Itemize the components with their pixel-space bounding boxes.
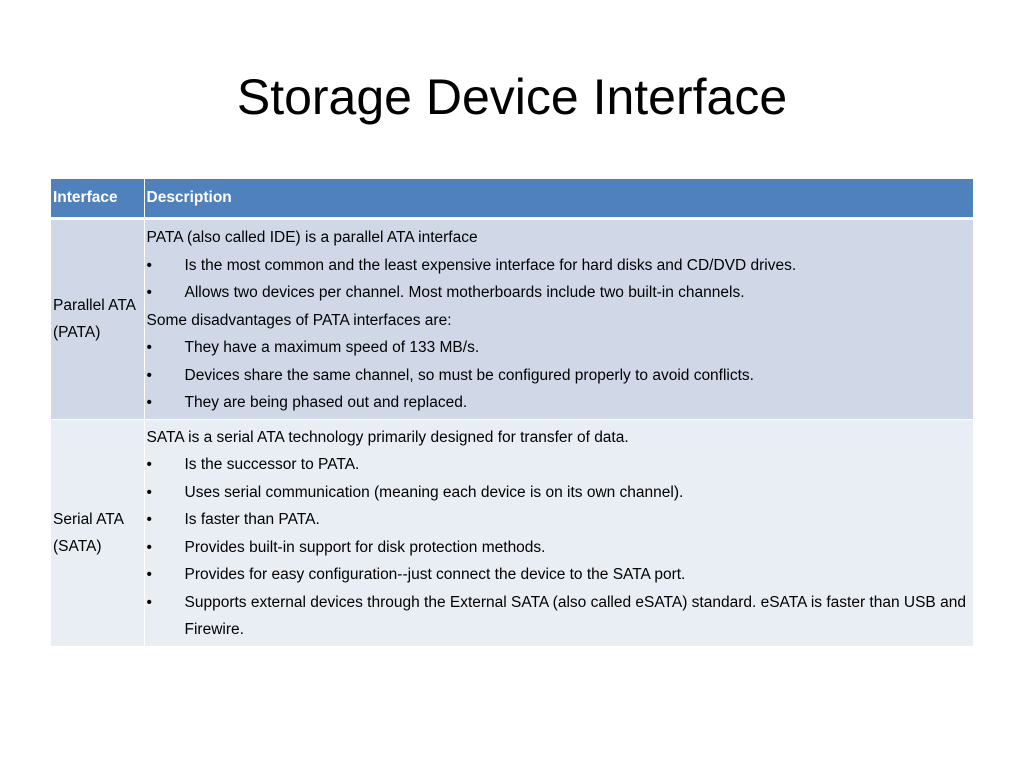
- bullet-text: Is the successor to PATA.: [184, 456, 360, 473]
- bullet-icon: •: [146, 483, 152, 501]
- header-description: Description: [144, 179, 973, 219]
- bullet-text: Uses serial communication (meaning each device is on its own channel).: [184, 483, 684, 501]
- bullet-item: [147, 506, 970, 534]
- description-blocks: [147, 224, 970, 417]
- description-cell: [144, 219, 973, 420]
- description-text: SATA is a serial ATA technology primarily designed for transfer of data.: [146, 428, 629, 446]
- bullet-text: Provides for easy configuration--just connect the device to the SATA port.: [184, 566, 686, 583]
- interface-table: [51, 179, 973, 647]
- bullet-icon: •: [146, 456, 152, 473]
- bullet-text: Supports external devices through the External SATA (also called eSATA) standard. eSATA is faster than USB and Firewire.: [184, 593, 966, 638]
- description-blocks: [147, 424, 970, 644]
- bullet-text: They are being phased out and replaced.: [184, 394, 468, 411]
- interface-cell: Serial ATA (SATA): [51, 419, 144, 646]
- bullet-item: [147, 252, 970, 280]
- bullet-icon: •: [146, 339, 152, 356]
- bullet-icon: •: [146, 538, 152, 556]
- interface-cell: Parallel ATA (PATA): [51, 219, 144, 420]
- bullet-icon: •: [146, 593, 152, 611]
- bullet-text: Devices share the same channel, so must be configured properly to avoid conflicts.: [184, 366, 754, 384]
- bullet-icon: •: [146, 256, 152, 274]
- bullet-text: Allows two devices per channel. Most motherboards include two built-in channels.: [184, 284, 745, 301]
- bullet-text: Is faster than PATA.: [184, 511, 320, 528]
- description-text: PATA (also called IDE) is a parallel ATA interface: [146, 229, 478, 246]
- slide-title: Storage Device Interface: [236, 69, 788, 125]
- bullet-item: [147, 479, 970, 507]
- bullet-item: [147, 589, 970, 644]
- description-text: Some disadvantages of PATA interfaces are:: [146, 311, 452, 329]
- bullet-item: [147, 534, 970, 562]
- bullet-item: [147, 334, 970, 362]
- bullet-item: [147, 362, 970, 390]
- bullet-item: [147, 561, 970, 589]
- bullet-text: Provides built-in support for disk protection methods.: [184, 538, 546, 556]
- description-cell: [144, 419, 973, 646]
- bullet-icon: •: [146, 566, 152, 583]
- bullet-icon: •: [146, 366, 152, 384]
- bullet-text: They have a maximum speed of 133 MB/s.: [184, 339, 480, 356]
- table-row: [51, 419, 973, 646]
- header-interface: Interface: [51, 179, 144, 219]
- bullet-item: [147, 279, 970, 307]
- bullet-icon: •: [146, 284, 152, 301]
- bullet-icon: •: [146, 394, 152, 411]
- bullet-icon: •: [146, 511, 152, 528]
- table-header-row: [51, 179, 973, 219]
- bullet-text: Is the most common and the least expensive interface for hard disks and CD/DVD drives.: [184, 256, 797, 274]
- table-row: [51, 219, 973, 420]
- bullet-item: [147, 451, 970, 479]
- bullet-item: [147, 389, 970, 417]
